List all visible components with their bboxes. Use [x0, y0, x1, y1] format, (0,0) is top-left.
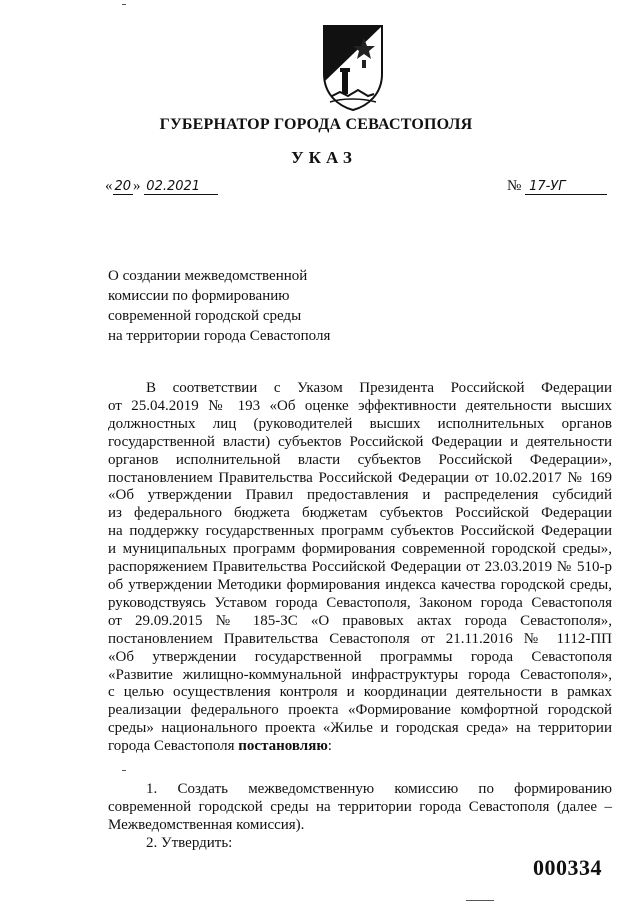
- subject-line: современной городской среды: [108, 308, 302, 324]
- preamble-line: «Развитие жилищно-коммунальной инфраструктуры города Севастополя»,: [108, 666, 612, 683]
- preamble-line: В соответствии с Указом Президента Российской Федерации: [146, 380, 612, 396]
- subject-line: комиссии по формированию: [108, 288, 290, 304]
- number-value: 17-УГ: [525, 179, 607, 195]
- decree-number: [507, 178, 607, 195]
- preamble-line: постановлением Правительства Российской Федерации от 10.02.2017 № 169: [108, 469, 612, 486]
- preamble-final-text: города Севастополя: [108, 738, 239, 755]
- decree-subject: [108, 266, 330, 346]
- scan-mark: [466, 900, 494, 901]
- decree-items: [108, 781, 612, 853]
- preamble-line: об утверждении Методики формирования индекса качества городской среды,: [108, 576, 612, 593]
- preamble-line: должностных лиц (руководителей высших исполнительных органов: [108, 415, 612, 432]
- preamble-line: и муниципальных программ формирования современной городской среды»,: [108, 541, 612, 558]
- subject-line: О создании межведомственной: [108, 268, 308, 284]
- preamble-line: из федерального бюджета бюджетам субъектов Российской Федерации: [108, 505, 612, 522]
- item-line: Межведомственная комиссия).: [108, 816, 305, 833]
- decree-word: постановляю: [238, 738, 328, 755]
- governor-title: ГУБЕРНАТОР ГОРОДА СЕВАСТОПОЛЯ: [159, 116, 473, 133]
- preamble-line: среды» национального проекта «Жилье и городская среда» на территории: [108, 720, 612, 737]
- decree-date: [105, 178, 218, 195]
- preamble-final-colon: :: [327, 738, 332, 755]
- item-2: 2. Утвердить:: [146, 834, 233, 851]
- preamble-line: реализации федерального проекта «Формирование комфортной городской: [108, 702, 612, 719]
- preamble-line: руководствуясь Уставом города Севастополя, Законом города Севастополя: [108, 594, 612, 611]
- preamble-line: на поддержку государственных программ субъектов Российской Федерации: [108, 523, 612, 540]
- scan-mark: [122, 4, 126, 5]
- preamble-line: от 25.04.2019 № 193 «Об оценке эффективности деятельности высших: [108, 397, 612, 414]
- document-type: УКАЗ: [291, 148, 357, 167]
- date-day: 20: [114, 179, 132, 194]
- preamble-final-line: [108, 738, 612, 756]
- preamble-line: от 29.09.2015 № 185-ЗС «О правовых актах города Севастополя»,: [108, 612, 612, 629]
- date-close-quote: »: [133, 178, 141, 194]
- number-prefix: №: [507, 178, 522, 194]
- preamble-line: «Об утверждении государственной программы города Севастополя: [108, 648, 612, 665]
- date-month-year: 02.2021: [144, 179, 218, 195]
- serial-number: 000334: [533, 855, 602, 880]
- subject-line: на территории города Севастополя: [108, 328, 331, 344]
- preamble-line: «Об утверждении Правил предоставления и распределения субсидий: [108, 487, 612, 504]
- preamble-line: распоряжением Правительства Российской Федерации от 23.03.2019 № 510-р: [108, 559, 612, 576]
- date-open-quote: «: [105, 178, 113, 194]
- scan-mark: [122, 770, 126, 771]
- preamble-paragraph: [108, 380, 612, 756]
- item-line: современной городской среды на территории города Севастополя (далее –: [108, 798, 612, 815]
- preamble-line: с целью осуществления контроля и координации деятельности в рамках: [108, 684, 612, 701]
- preamble-line: постановлением Правительства Севастополя от 21.11.2016 № 1112-ПП: [108, 630, 612, 647]
- item-line: 1. Создать межведомственную комиссию по формированию: [146, 781, 612, 797]
- preamble-line: государственной власти) субъектов Российской Федерации и деятельности: [108, 433, 612, 450]
- coat-of-arms-icon: [318, 22, 388, 112]
- preamble-line: органов исполнительной власти субъектов Российской Федерации»,: [108, 451, 612, 468]
